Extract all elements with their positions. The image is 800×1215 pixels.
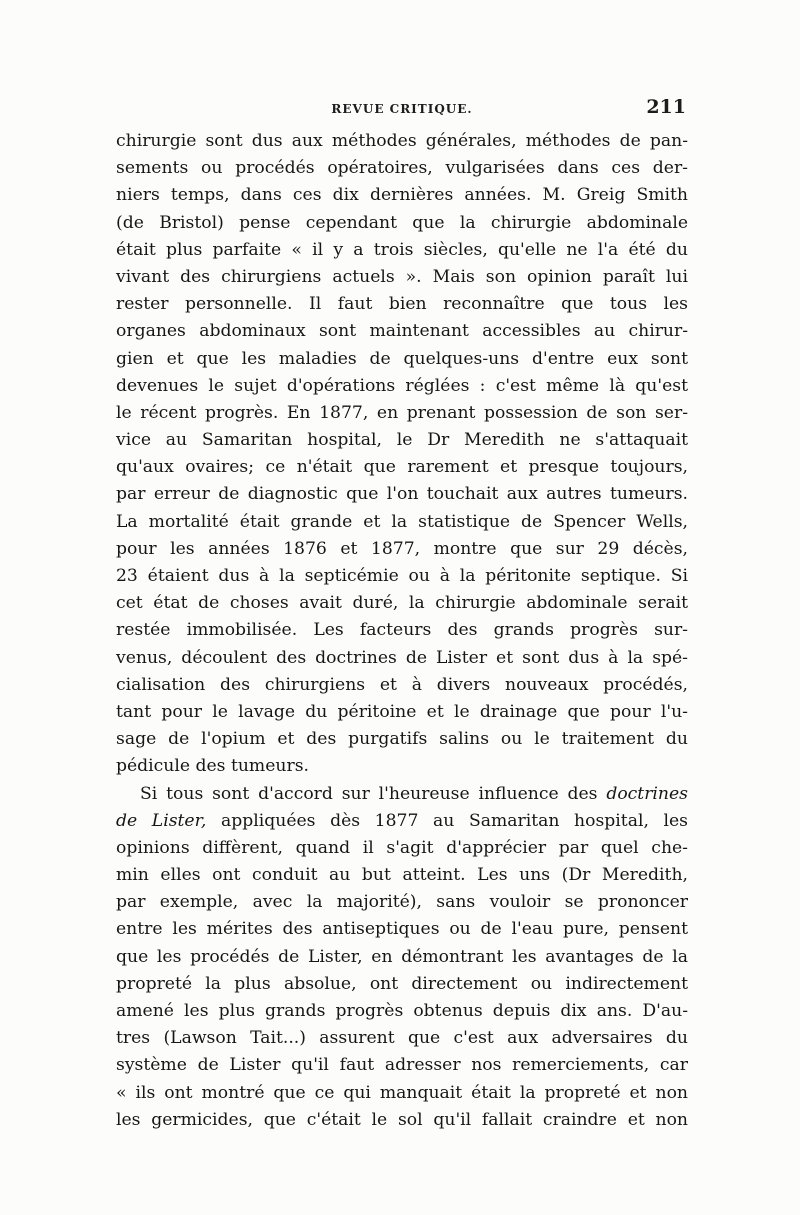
body-text bbox=[116, 128, 688, 1134]
text-line: entre les mérites des antiseptiques ou de l'eau pure, pensent bbox=[116, 919, 688, 940]
paragraph-first-line bbox=[116, 781, 688, 808]
text-line: cet état de choses avait duré, la chirurgie abdominale serait bbox=[116, 593, 688, 614]
italic-fragment: de Lister, bbox=[116, 810, 207, 831]
text-line: gien et que les maladies de quelques-uns d'entre eux sont bbox=[116, 348, 688, 369]
running-title: REVUE CRITIQUE. bbox=[331, 102, 473, 116]
text-line: amené les plus grands progrès obtenus depuis dix ans. D'au- bbox=[116, 1001, 688, 1021]
text-line: était plus parfaite « il y a trois siècles, qu'elle ne l'a été du bbox=[116, 239, 688, 260]
text-line: pour les années 1876 et 1877, montre que sur 29 décès, bbox=[116, 538, 688, 559]
text-line: tres (Lawson Tait...) assurent que c'est aux adversaires du bbox=[116, 1028, 688, 1049]
text-line: niers temps, dans ces dix dernières années. M. Greig Smith bbox=[116, 185, 688, 206]
text-line: par exemple, avec la majorité), sans vouloir se prononcer bbox=[116, 892, 688, 913]
text-line: que les procédés de Lister, en démontrant les avantages de la bbox=[116, 946, 688, 967]
text-line: propreté la plus absolue, ont directement ou indirectement bbox=[116, 973, 688, 994]
text-line: La mortalité était grande et la statistique de Spencer Wells, bbox=[116, 511, 688, 532]
text-line: sements ou procédés opératoires, vulgarisées dans ces der- bbox=[116, 158, 688, 179]
text-line: cialisation des chirurgiens et à divers nouveaux procédés, bbox=[116, 674, 688, 695]
page-number: 211 bbox=[646, 96, 686, 118]
text-line: les germicides, que c'était le sol qu'il fallait craindre et non bbox=[116, 1109, 688, 1130]
text-line: rester personnelle. Il faut bien reconnaître que tous les bbox=[116, 294, 688, 315]
text-line: le récent progrès. En 1877, en prenant possession de son ser- bbox=[116, 402, 688, 423]
text-line: par erreur de diagnostic que l'on touchait aux autres tumeurs. bbox=[116, 484, 688, 505]
text-fragment: appliquées dès 1877 au Samaritan hospital, les bbox=[221, 810, 688, 831]
text-line: organes abdominaux sont maintenant accessibles au chirur- bbox=[116, 321, 688, 342]
text-line: qu'aux ovaires; ce n'était que rarement et presque toujours, bbox=[116, 457, 688, 478]
text-line: devenues le sujet d'opérations réglées : c'est même là qu'est bbox=[116, 375, 688, 396]
text-line: vivant des chirurgiens actuels ». Mais son opinion paraît lui bbox=[116, 266, 688, 287]
text-line: venus, découlent des doctrines de Lister et sont dus à la spé- bbox=[116, 647, 688, 668]
text-line bbox=[116, 808, 688, 835]
running-head bbox=[116, 96, 688, 126]
text-line: tant pour le lavage du péritoine et le drainage que pour l'u- bbox=[116, 701, 688, 722]
text-line: chirurgie sont dus aux méthodes générales, méthodes de pan- bbox=[116, 131, 688, 151]
text-line: sage de l'opium et des purgatifs salins ou le traitement du bbox=[116, 729, 688, 750]
text-line: pédicule des tumeurs. bbox=[116, 756, 309, 777]
text-line: 23 étaient dus à la septicémie ou à la péritonite septique. Si bbox=[116, 566, 688, 586]
text-line: restée immobilisée. Les facteurs des grands progrès sur- bbox=[116, 620, 688, 641]
text-line: vice au Samaritan hospital, le Dr Meredith ne s'attaquait bbox=[116, 430, 688, 451]
text-line: système de Lister qu'il faut adresser nos remerciements, car bbox=[116, 1055, 688, 1076]
italic-fragment: doctrines bbox=[606, 783, 688, 804]
text-line: opinions diffèrent, quand il s'agit d'apprécier par quel che- bbox=[116, 837, 688, 858]
text-line: min elles ont conduit au but atteint. Les uns (Dr Meredith, bbox=[116, 865, 688, 886]
text-line: (de Bristol) pense cependant que la chirurgie abdominale bbox=[116, 212, 688, 233]
text-line: « ils ont montré que ce qui manquait était la propreté et non bbox=[116, 1082, 688, 1103]
text-fragment: Si tous sont d'accord sur l'heureuse influence des bbox=[140, 783, 598, 804]
